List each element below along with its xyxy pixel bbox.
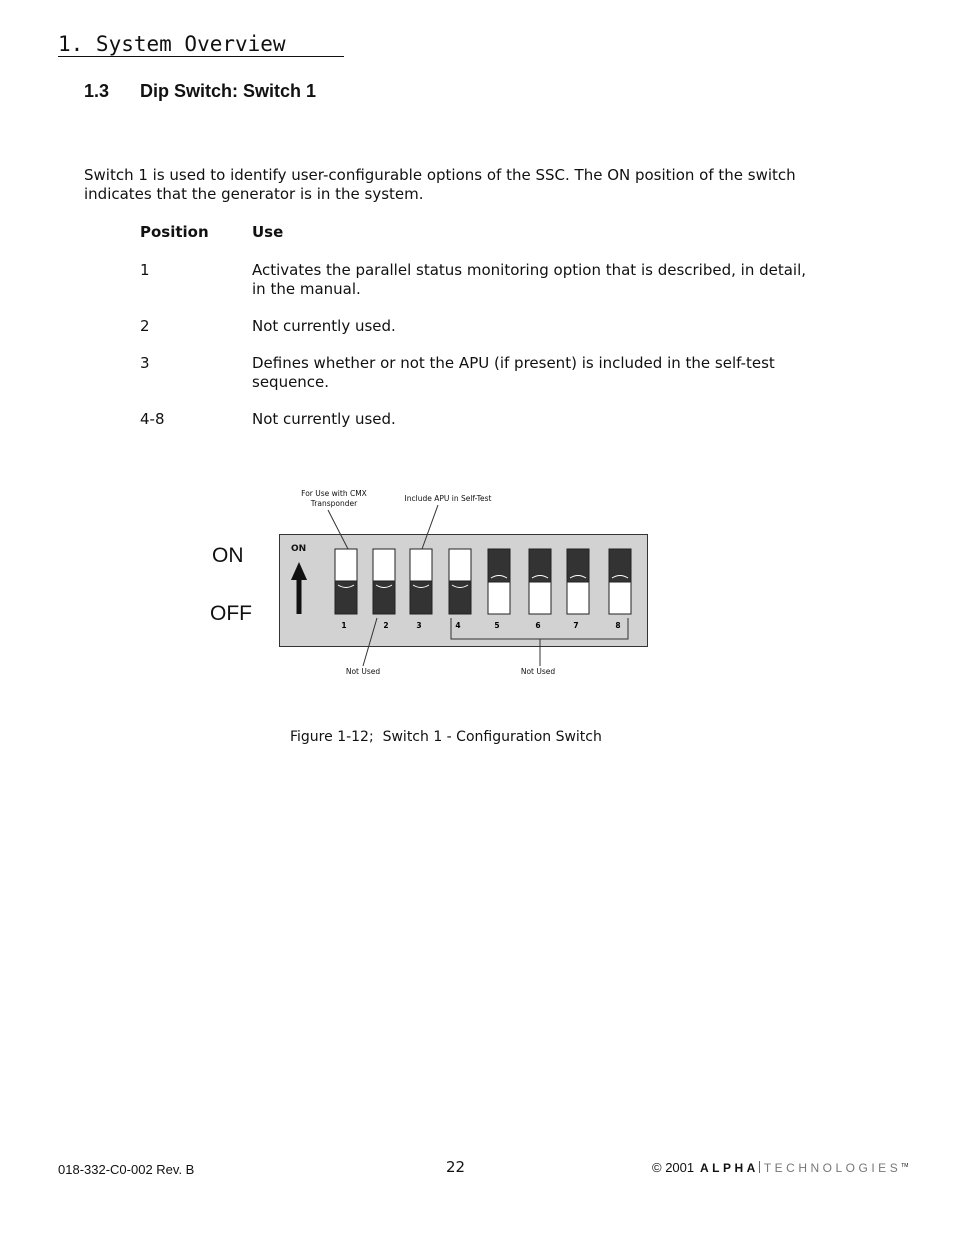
section-title: Dip Switch: Switch 1 — [140, 81, 317, 101]
switch-number: 4 — [455, 621, 461, 630]
switch-lever — [567, 549, 589, 582]
switch-number: 7 — [573, 621, 579, 630]
figure-off-label: OFF — [210, 602, 252, 625]
figure-on-label: ON — [212, 544, 244, 567]
table-header-use: Use — [252, 223, 284, 241]
switch-lever — [449, 581, 471, 614]
not-used-right-label: Not Used — [520, 667, 556, 676]
panel-on-label: ON — [291, 544, 307, 554]
switch-number: 1 — [341, 621, 347, 630]
switch-lever — [335, 581, 357, 614]
table-row-use: Activates the parallel status monitoring option that is described, in detail, in the manual. — [252, 261, 807, 298]
logo-separator — [759, 1161, 760, 1173]
callout-cmx-line1: For Use with CMX — [301, 489, 367, 498]
switch-number: 8 — [615, 621, 621, 630]
switch-number: 6 — [535, 621, 541, 630]
section-number: 1.3 — [84, 81, 110, 101]
figure-caption: Figure 1-12; Switch 1 - Configuration Switch — [290, 729, 602, 745]
logo-technologies: TECHNOLOGIES — [763, 1161, 902, 1175]
table-row-position: 3 — [140, 354, 150, 372]
switch-number: 5 — [494, 621, 500, 630]
up-arrow-icon — [297, 578, 302, 614]
switch-number: 2 — [383, 621, 389, 630]
intro-paragraph: Switch 1 is used to identify user-configurable options of the SSC. The ON position of the switch indicates that the generator is in the system. — [84, 166, 796, 203]
switch-lever — [529, 549, 551, 582]
switch-lever — [410, 581, 432, 614]
switch-lever — [609, 549, 631, 582]
table-row-position: 4-8 — [140, 410, 165, 428]
table-row-position: 1 — [140, 261, 150, 279]
switch-lever — [373, 581, 395, 614]
switch-lever — [488, 549, 510, 582]
document-number: 018-332-C0-002 Rev. B — [58, 1162, 195, 1177]
alpha-technologies-logo — [700, 1161, 908, 1175]
logo-tm: TM — [901, 1163, 909, 1169]
chapter-title: 1. System Overview — [58, 32, 344, 57]
callout-apu: Include APU in Self-Test — [404, 494, 492, 503]
table-header-position: Position — [140, 223, 209, 241]
table-row-use: Defines whether or not the APU (if present) is included in the self-test sequence. — [252, 354, 775, 391]
callout-cmx-line2: Transponder — [310, 499, 358, 508]
logo-alpha: ALPHA — [700, 1161, 759, 1175]
page-number: 22 — [446, 1158, 466, 1176]
table-row-position: 2 — [140, 317, 150, 335]
table-row-use: Not currently used. — [252, 317, 396, 335]
copyright: © 2001 — [652, 1160, 695, 1175]
table-row-use: Not currently used. — [252, 410, 396, 428]
not-used-left-label: Not Used — [345, 667, 381, 676]
switch-number: 3 — [416, 621, 422, 630]
